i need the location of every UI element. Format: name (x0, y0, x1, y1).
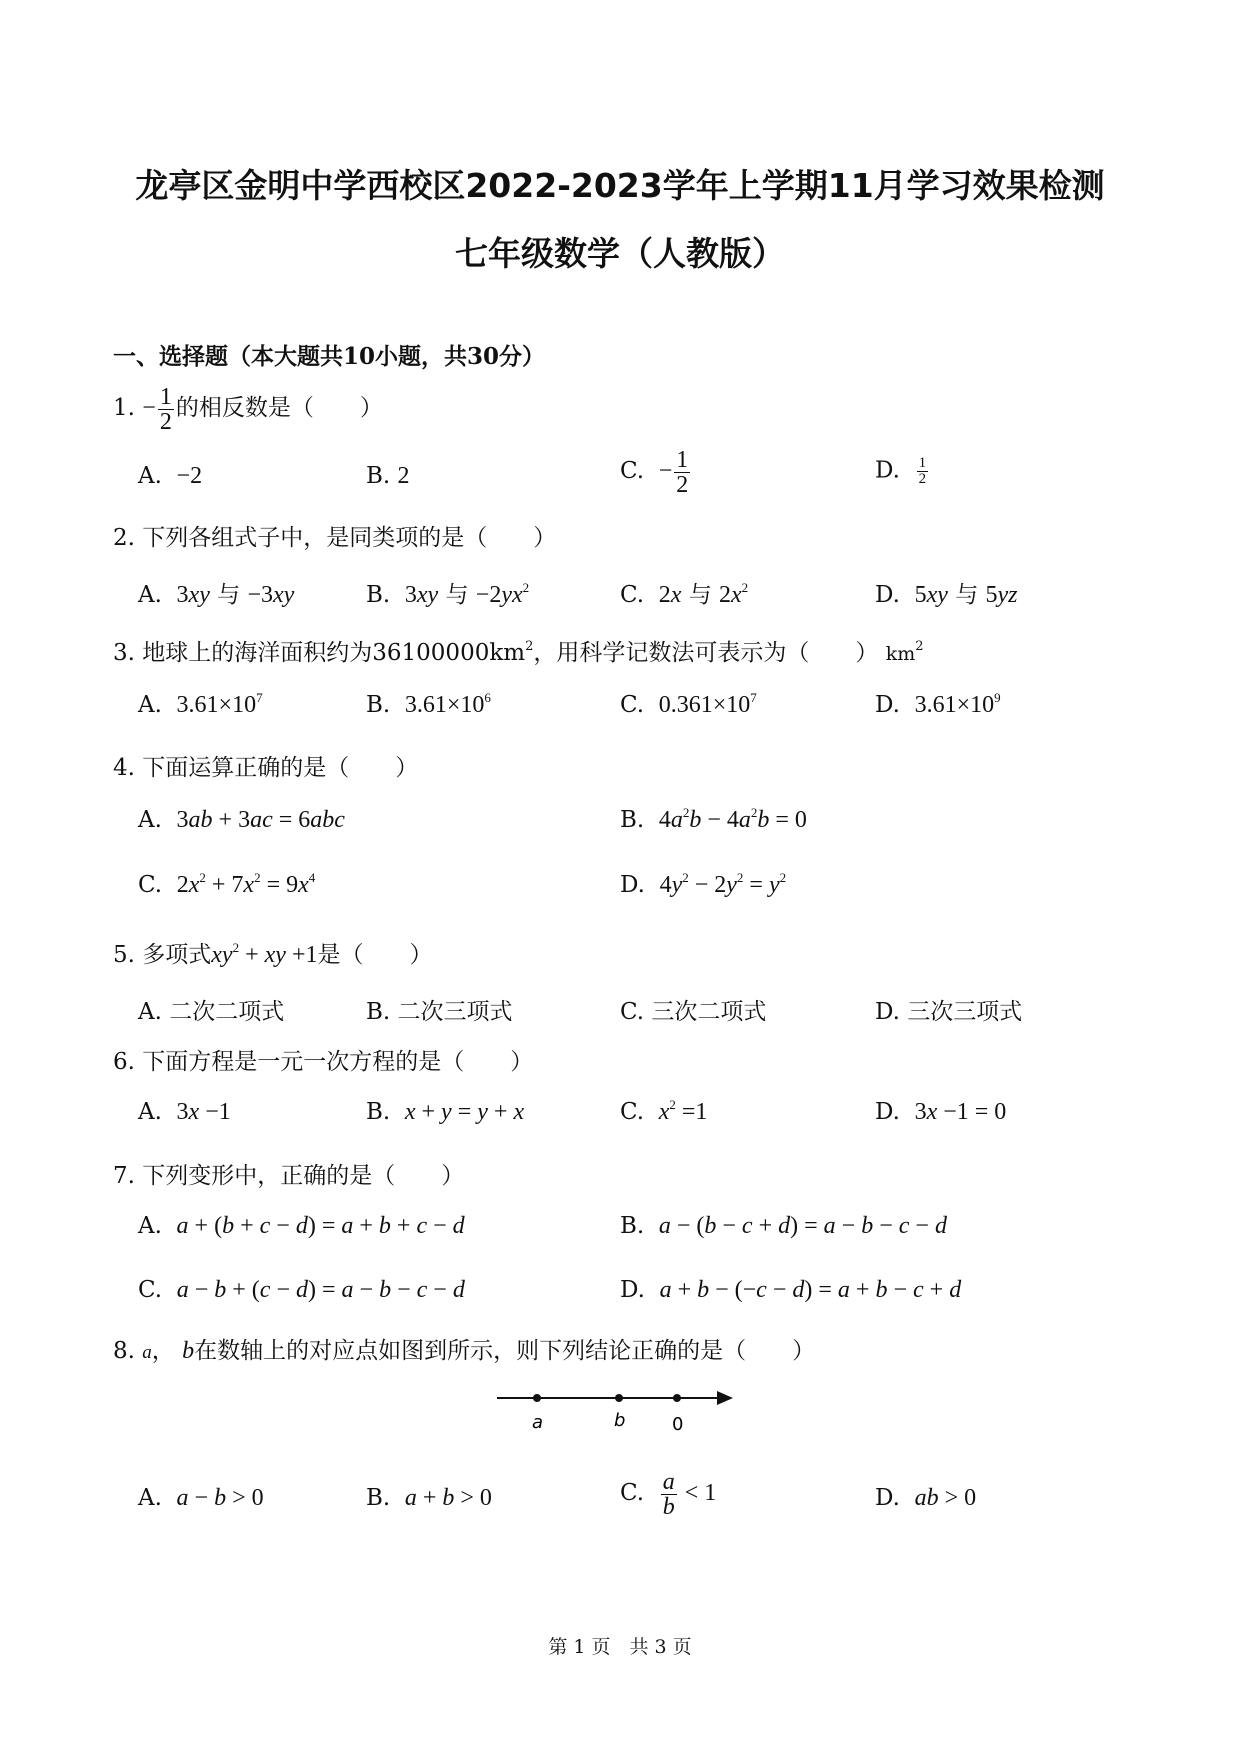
q1-option-c[interactable]: C. − $\frac{1}{2}$ (620, 447, 689, 498)
question-number: 6. (113, 1049, 135, 1075)
q8-option-a[interactable]: A. a − b > 0 (138, 1485, 264, 1511)
q5-option-b[interactable]: B. 二次三项式 (366, 999, 513, 1025)
q3-option-c[interactable]: C. $0.361\times 10^7$ (620, 690, 757, 718)
point-zero (673, 1394, 681, 1402)
label-zero: 0 (672, 1414, 684, 1435)
question-number: 1. (113, 395, 135, 422)
q6-option-b[interactable]: B. x + y = y + x (366, 1099, 525, 1125)
number-line-arrow (717, 1391, 733, 1405)
question-stem: 下列各组式子中，是同类项的是（ (142, 525, 488, 551)
question-4: 4. 下面运算正确的是（ ） (113, 755, 419, 781)
q8-option-b[interactable]: B. a + b > 0 (366, 1485, 492, 1511)
q5-option-d[interactable]: D. 三次三项式 (875, 999, 1023, 1025)
q6-option-d[interactable]: D. 3x −1 = 0 (875, 1099, 1007, 1125)
question-stem: 的相反数是（ (175, 395, 314, 422)
label-b: b (614, 1410, 626, 1431)
section-heading-choice: 一、选择题（本大题共10小题，共30分） (113, 343, 546, 370)
q3-option-a[interactable]: A. $3.61\times 10^7$ (138, 690, 263, 718)
question-1: 1. − $\frac{1}{2}$ 的相反数是（ ） (113, 384, 383, 435)
q7-option-a[interactable]: A. a + (b + c − d) = a + b + c − d (138, 1213, 465, 1239)
q6-option-a[interactable]: A. 3x −1 (138, 1099, 231, 1125)
q3-option-b[interactable]: B. $3.61\times 10^6$ (366, 690, 491, 718)
number-line-figure (495, 1378, 745, 1438)
q4-option-d[interactable]: D. $4y^2 - 2y^2 = y^2$ (620, 870, 787, 898)
q7-option-c[interactable]: C. a − b + (c − d) = a − b − c − d (138, 1277, 465, 1303)
question-number: 3. (113, 640, 135, 666)
question-number: 5. (113, 942, 135, 968)
q7-option-b[interactable]: B. a − (b − c + d) = a − b − c − d (620, 1213, 947, 1239)
question-number: 8. (113, 1338, 135, 1364)
q4-option-c[interactable]: C. $2x^2 + 7x^2 = 9x^4$ (138, 870, 316, 898)
q1-option-a[interactable]: A. −2 (138, 463, 203, 489)
question-8: 8. a， b在数轴上的对应点如图到所示，则下列结论正确的是（ ） (113, 1338, 816, 1364)
q5-option-c[interactable]: C. 三次二项式 (620, 999, 767, 1025)
q8-option-c[interactable]: C. $\frac{a}{b}$ < 1 (620, 1469, 717, 1520)
q1-option-d[interactable]: D. $\frac{1}{2}$ (875, 455, 927, 487)
q5-option-a[interactable]: A. 二次二项式 (138, 999, 285, 1025)
question-2: 2. 下列各组式子中，是同类项的是（ ） (113, 525, 557, 551)
question-6: 6. 下面方程是一元一次方程的是（ ） (113, 1049, 534, 1075)
exam-title: 龙亭区金明中学西校区2022-2023学年上学期11月学习效果检测 (135, 166, 1105, 205)
q2-option-a[interactable]: A. 3xy 与 −3xy (138, 582, 295, 608)
q4-option-b[interactable]: B. $4a^2b - 4a^2b = 0$ (620, 805, 807, 833)
q2-option-b[interactable]: B. 3xy 与 $-2yx^2$ (366, 580, 530, 608)
label-a: a (532, 1412, 544, 1433)
exam-subtitle: 七年级数学（人教版） (455, 234, 785, 273)
q2-option-c[interactable]: C. 2x 与 $2x^2$ (620, 580, 749, 608)
page-footer: 第 1 页 共 3 页 (548, 1636, 692, 1658)
q6-option-c[interactable]: C. $x^2 =1$ (620, 1097, 708, 1125)
point-b (615, 1394, 623, 1402)
question-number: 4. (113, 755, 135, 781)
question-5: 5. 多项式$xy^2$ + xy +1是（ ） (113, 940, 433, 968)
question-number: 7. (113, 1163, 135, 1189)
q4-option-a[interactable]: A. 3ab + 3ac = 6abc (138, 807, 345, 833)
point-a (533, 1394, 541, 1402)
q1-option-b[interactable]: B. 2 (366, 463, 410, 489)
question-number: 2. (113, 525, 135, 551)
question-3: 3. 地球上的海洋面积约为$36100000km^2$，用科学记数法可表示为（ ） $km^2$ (113, 639, 924, 666)
unit-label: km (885, 643, 916, 665)
q7-option-d[interactable]: D. a + b − (−c − d) = a + b − c + d (620, 1277, 962, 1303)
q2-option-d[interactable]: D. 5xy 与 5yz (875, 582, 1018, 608)
question-7: 7. 下列变形中，正确的是（ ） (113, 1163, 465, 1189)
q3-option-d[interactable]: D. $3.61\times 10^9$ (875, 690, 1001, 718)
q8-option-d[interactable]: D. ab > 0 (875, 1485, 977, 1511)
